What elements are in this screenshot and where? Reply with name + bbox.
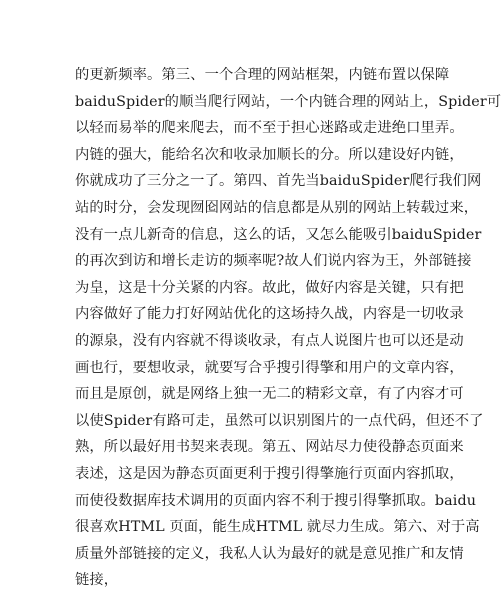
text-line: 没有一点儿新奇的信息，这么的话，又怎么能吸引baiduSpider [75,226,482,243]
text-line: 内容做好了能力打好网站优化的这场持久战，内容是一切收录 [75,306,464,323]
text-line: 的源泉，没有内容就不得谈收录，有点人说图片也可以还是动 [75,332,464,349]
text-line: 而使役数据库技术调用的页面内容不利于搜引得擎抓取。baidu [75,492,477,509]
text-line: 表述，这是因为静态页面更利于搜引得擎施行页面内容抓取， [75,465,464,482]
text-line: 以轻而易举的爬来爬去，而不至于担心迷路或走进绝口里弄。 [75,120,464,137]
text-line-cut-off: 链接， [75,572,119,589]
article-text [75,62,501,589]
text-line: 熟，所以最好用书契来表现。第五、网站尽力使役静态页面来 [75,439,464,456]
text-line: 画也行，要想收录，就要写合乎搜引得擎和用户的文章内容， [75,359,464,376]
text-line: 以使Spider有路可走，虽然可以识别图片的一点代码，但还不了 [75,412,484,429]
text-line: 内链的强大，能给名次和收录加顺长的分。所以建设好内链， [75,146,464,163]
text-line: 质量外部链接的定义，我私人认为最好的就是意见推广和友情 [75,545,464,562]
text-line: baiduSpider的顺当爬行网站，一个内链合理的网站上，Spider可 [75,93,501,110]
text-line: 为皇，这是十分关紧的内容。故此，做好内容是关键，只有把 [75,279,464,296]
text-line: 很喜欢HTML 页面，能生成HTML 就尽力生成。第六、对于高 [75,519,480,536]
text-line: 的更新频率。第三、一个合理的网站框架，内链布置以保障 [75,67,450,83]
text-line: 的再次到访和增长走访的频率呢?故人们说内容为王，外部链接 [75,253,472,270]
text-line: 而且是原创，就是网络上独一无二的精彩文章，有了内容才可 [75,386,464,403]
text-line: 你就成功了三分之一了。第四、首先当baiduSpider爬行我们网 [75,173,482,190]
text-line: 站的时分，会发现囫囵网站的信息都是从别的网站上转载过来， [75,199,479,216]
